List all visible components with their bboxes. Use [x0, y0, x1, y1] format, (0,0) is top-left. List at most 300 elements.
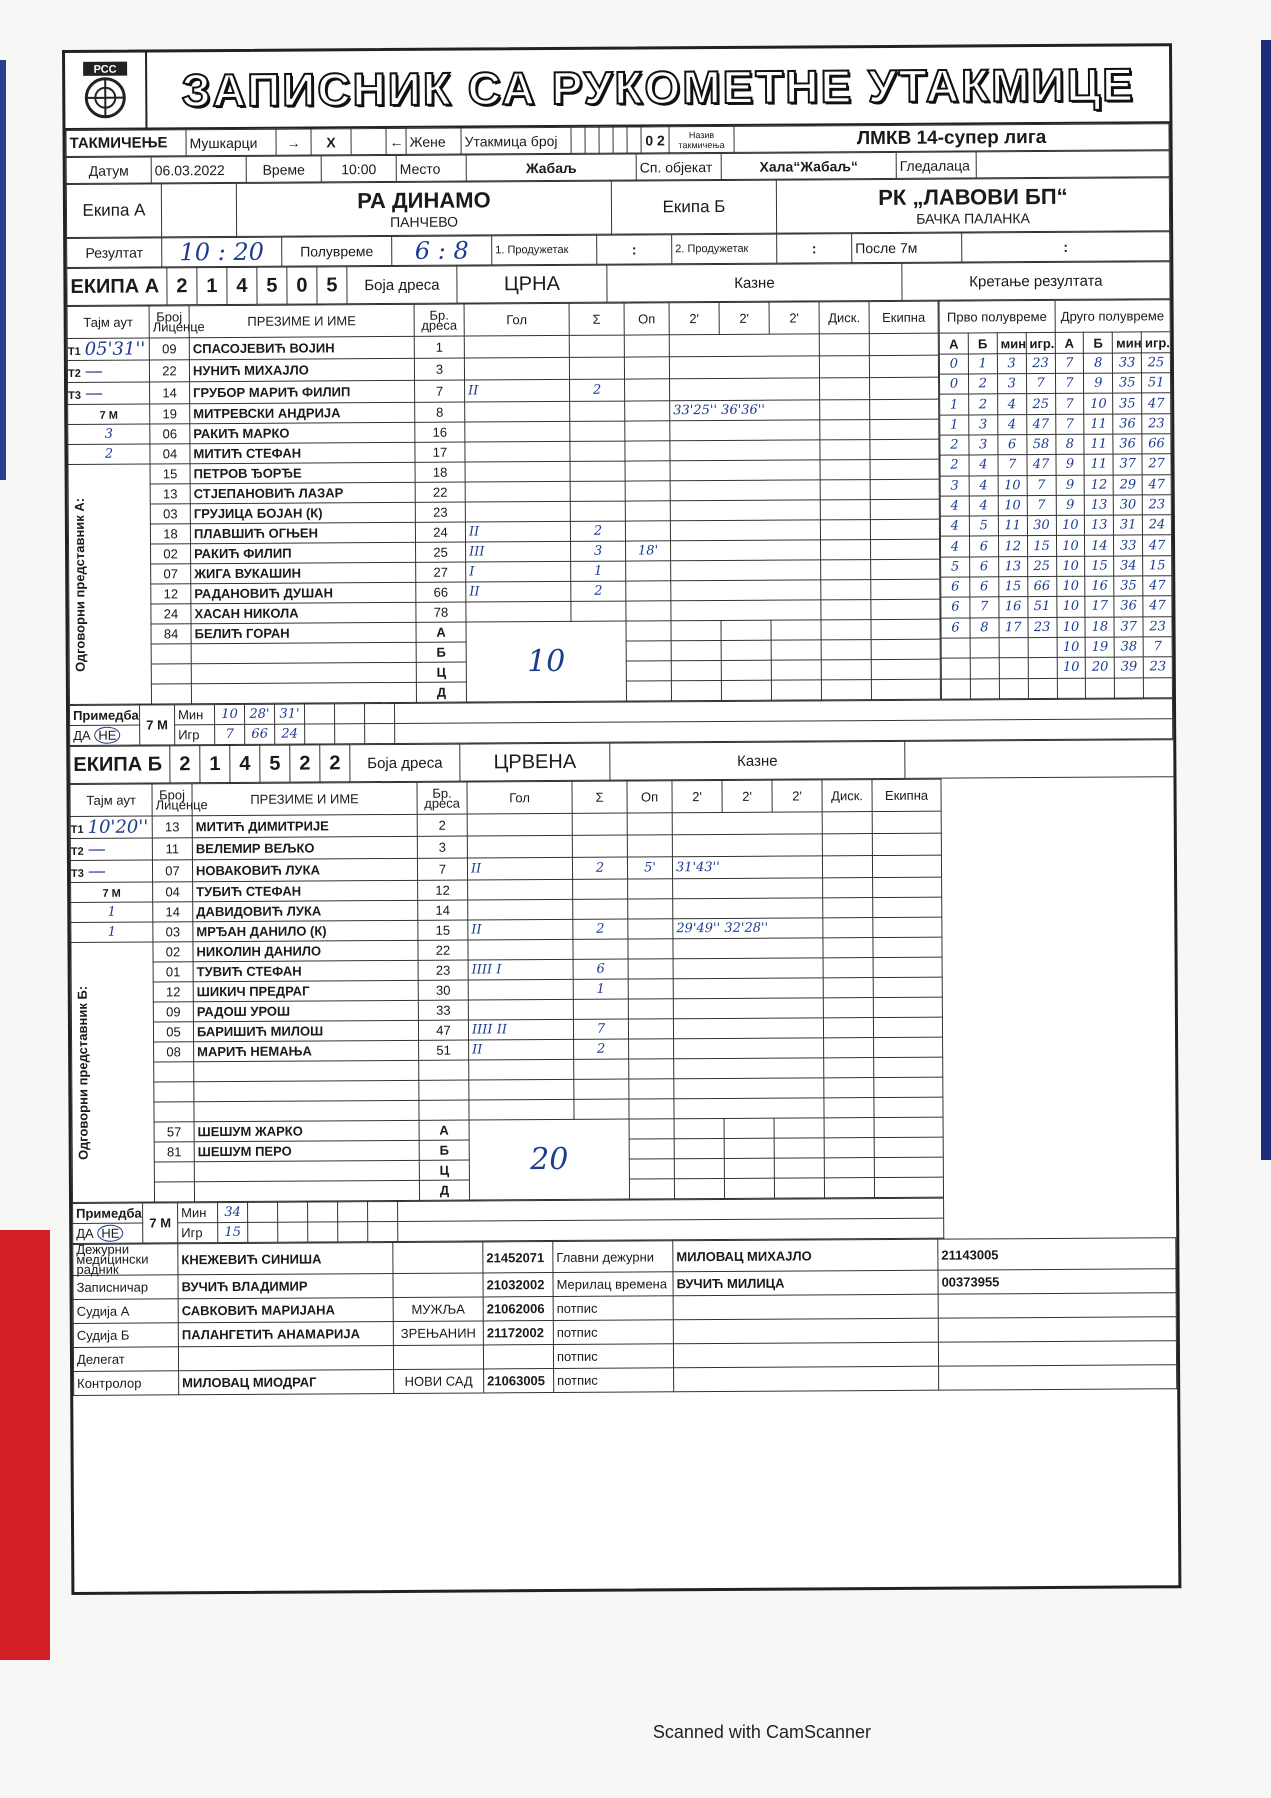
- flow-cell: 3: [997, 353, 1026, 373]
- seven-m-player: 15: [218, 1222, 248, 1242]
- official-penalty-cell: [721, 660, 771, 680]
- team-a-code-digit: 2: [167, 268, 197, 305]
- flow-col-header: игр.: [1026, 333, 1055, 353]
- flow-row: [940, 495, 1171, 517]
- player-goals-tally: II: [465, 379, 570, 402]
- staff-license: 21063005: [484, 1369, 554, 1393]
- col-timeout: Тајм аут: [67, 306, 149, 339]
- flow-cell: [1143, 677, 1172, 698]
- player-license: 09: [153, 1002, 193, 1022]
- player-license: 06: [150, 424, 190, 444]
- goal-total: 10: [527, 643, 566, 680]
- men-label: Мушкарци: [186, 129, 276, 156]
- player-disq: [823, 938, 873, 958]
- flow-cell: 47: [1026, 414, 1055, 434]
- timeout-value: —: [84, 382, 104, 404]
- women-label: Жене: [406, 128, 461, 154]
- official-penalty-cell: [824, 1118, 874, 1138]
- player-name: ШИКИЧ ПРЕДРАГ: [193, 980, 418, 1001]
- player-team-penalty: [871, 559, 940, 579]
- flow-cell: [999, 658, 1028, 678]
- official-role: А: [416, 622, 466, 642]
- player-2min-penalties: [670, 460, 820, 481]
- player-goals-tally: [469, 1099, 574, 1120]
- player-goals-tally: [465, 401, 570, 422]
- flow-cell: 7: [1055, 353, 1084, 373]
- official-penalty-cell: [874, 1177, 943, 1197]
- player-team-penalty: [871, 579, 940, 599]
- flow-cell: 1: [968, 354, 997, 374]
- player-2min-penalties: [669, 356, 819, 379]
- team-b-code-digit: 4: [230, 745, 260, 782]
- player-team-penalty: [874, 1057, 943, 1077]
- timeout-cell: [67, 360, 149, 383]
- flow-col-header: Б: [968, 333, 997, 353]
- flow-cell: 10: [1056, 556, 1085, 576]
- representative-label: Одговорни представник А:: [71, 497, 88, 672]
- player-name: МИТИЋ СТЕФАН: [190, 442, 415, 463]
- staff-name: ПАЛАНГЕТИЋ АНАМАРИЈА: [178, 1322, 393, 1347]
- player-name: РАКИЋ МАРКО: [190, 422, 415, 443]
- player-warning: [628, 939, 673, 959]
- flow-row: [941, 596, 1172, 618]
- official-penalty-cell: [774, 1158, 824, 1178]
- official-penalty-cell: [871, 619, 940, 639]
- goal-total-cell: [466, 621, 626, 702]
- col-sum: Σ: [572, 781, 627, 813]
- date-label: Датум: [66, 157, 151, 184]
- team-b-jersey: ЦРВЕНА: [460, 743, 610, 781]
- player-2min-penalties: [670, 480, 820, 501]
- player-goals-tally: IIII II: [468, 1019, 573, 1040]
- timeout-label: Т3: [70, 867, 84, 880]
- player-goals-tally: [465, 461, 570, 482]
- staff-name-2: ВУЧИЋ МИЛИЦА: [673, 1270, 938, 1296]
- player-warning: [628, 1019, 673, 1039]
- player-team-penalty: [872, 833, 941, 855]
- halftime-value: 6 : 8: [392, 236, 492, 266]
- officials-table: [72, 1237, 1177, 1396]
- player-goals-tally: [465, 481, 570, 502]
- seven-m-label: 7 М: [140, 705, 175, 745]
- team-a-code-digit: 5: [257, 267, 287, 304]
- player-goals-tally: [465, 421, 570, 442]
- timeout-cell: [70, 860, 152, 883]
- flow-cell: 12: [1084, 475, 1113, 495]
- flow-cell: 5: [941, 557, 970, 577]
- player-2min-penalties: 29'49'' 32'28'': [673, 918, 823, 939]
- official-license: [151, 684, 191, 704]
- note-yes: ДА: [76, 1225, 94, 1241]
- player-shirt-number: 23: [415, 502, 465, 522]
- timeout-value: —: [84, 360, 103, 382]
- player-warning: 5': [627, 857, 672, 879]
- player-name: ГРУБОР МАРИЋ ФИЛИП: [190, 380, 415, 403]
- flow-cell: 4: [969, 475, 998, 495]
- player-name: БАРИШИЋ МИЛОШ: [193, 1020, 418, 1041]
- player-license: 01: [153, 962, 193, 982]
- staff-role-2: потпис: [553, 1344, 673, 1369]
- official-role: Б: [419, 1140, 469, 1160]
- player-disq: [824, 1058, 874, 1078]
- player-license: 09: [149, 338, 189, 360]
- flow-cell: 58: [1026, 434, 1055, 454]
- staff-role-2: потпис: [554, 1368, 674, 1393]
- player-disq: [822, 812, 872, 834]
- player-warning: [625, 461, 670, 481]
- note-label: Примедба: [70, 705, 140, 725]
- player-disq: [823, 918, 873, 938]
- player-license: 14: [153, 902, 193, 922]
- flow-cell: 25: [1141, 353, 1170, 373]
- flow-row: [941, 657, 1172, 679]
- player-warning: [629, 1059, 674, 1079]
- player-disq: [820, 420, 870, 440]
- scan-edge-blue: [0, 60, 6, 480]
- player-license: 24: [151, 604, 191, 624]
- player-shirt-number: 7: [417, 858, 467, 880]
- player-license: 18: [150, 524, 190, 544]
- flow-header-row: [939, 332, 1170, 354]
- competition-label: ТАКМИЧЕЊЕ: [66, 130, 186, 157]
- player-team-penalty: [870, 439, 939, 459]
- match-number-label: Утакмица број: [461, 127, 571, 154]
- player-disq: [820, 520, 870, 540]
- player-license: 15: [150, 464, 190, 484]
- timeout-label: Т1: [67, 345, 81, 358]
- team-b-code-digit: 1: [200, 745, 230, 782]
- flow-cell: 6: [941, 597, 970, 617]
- staff-city: [393, 1273, 483, 1298]
- official-penalty-cell: [671, 620, 721, 640]
- player-disq: [821, 580, 871, 600]
- goal-total-cell: [469, 1119, 629, 1200]
- player-shirt-number: 17: [415, 442, 465, 462]
- flow-cell: 47: [1143, 535, 1172, 555]
- player-goals-tally: III: [466, 541, 571, 562]
- min-label: Мин: [178, 1203, 218, 1223]
- flow-cell: 36: [1113, 434, 1142, 454]
- player-goals-sum: [570, 401, 625, 421]
- player-name: СТЈЕПАНОВИЋ ЛАЗАР: [190, 482, 415, 503]
- player-shirt-number: 18: [415, 462, 465, 482]
- timeout-label: 7 М: [99, 409, 118, 422]
- team-b-name: РК „ЛАВОВИ БП“: [878, 183, 1068, 211]
- official-penalty-cell: [724, 1178, 774, 1198]
- flow-col-header: мин: [1112, 332, 1141, 352]
- official-penalty-cell: [724, 1118, 774, 1138]
- timeout-label: Т3: [68, 389, 81, 402]
- team-b-penalties-label: Казне: [610, 741, 905, 780]
- staff-license: 21062006: [483, 1297, 553, 1321]
- staff-license-2: [938, 1293, 1176, 1318]
- score-flow-table: [939, 299, 1173, 699]
- official-name: БЕЛИЋ ГОРАН: [191, 622, 416, 643]
- flow-cell: 35: [1113, 373, 1142, 393]
- seven-m-player: 66: [245, 724, 275, 744]
- player-warning: [626, 581, 671, 601]
- official-penalty-cell: [629, 1159, 674, 1179]
- staff-role-2: потпис: [553, 1296, 673, 1321]
- igr-label: Игр: [178, 1223, 218, 1243]
- player-warning: [625, 521, 670, 541]
- seven-m-player: 7: [215, 724, 245, 744]
- seven-m-minute: 10: [215, 704, 245, 724]
- player-goals-sum: [570, 461, 625, 481]
- arrow-left-icon: ←: [386, 128, 406, 154]
- flow-cell: 27: [1142, 454, 1171, 474]
- flow-row: [941, 677, 1172, 699]
- player-team-penalty: [873, 1017, 942, 1037]
- player-license: 13: [150, 484, 190, 504]
- flow-cell: 15: [1143, 555, 1172, 575]
- player-license: [154, 1102, 194, 1122]
- player-goals-sum: 2: [573, 919, 628, 939]
- timeout-label: 7 М: [102, 887, 121, 900]
- player-team-penalty: [870, 519, 939, 539]
- player-goals-tally: [469, 1059, 574, 1080]
- official-penalty-cell: [821, 640, 871, 660]
- col-team-penalty: Екипна: [869, 301, 938, 333]
- flow-cell: 15: [1085, 556, 1114, 576]
- player-name: РАДАНОВИЋ ДУШАН: [191, 582, 416, 603]
- scanner-watermark: Scanned with CamScanner: [652, 1722, 871, 1742]
- flow-cell: [941, 638, 970, 658]
- official-penalty-cell: [629, 1119, 674, 1139]
- player-team-penalty: [874, 1037, 943, 1057]
- staff-name: ВУЧИЋ ВЛАДИМИР: [178, 1274, 393, 1299]
- player-shirt-number: 51: [419, 1040, 469, 1060]
- player-2min-penalties: [674, 1078, 824, 1099]
- official-penalty-cell: [774, 1178, 824, 1198]
- flow-cell: 9: [1084, 373, 1113, 393]
- official-penalty-cell: [771, 620, 821, 640]
- player-shirt-number: 8: [415, 402, 465, 422]
- flow-cell: 7: [998, 455, 1027, 475]
- player-disq: [824, 1098, 874, 1118]
- player-license: 14: [150, 382, 190, 404]
- flow-cell: [1115, 677, 1144, 698]
- staff-name-2: [674, 1366, 939, 1392]
- player-team-penalty: [873, 897, 942, 917]
- player-2min-penalties: [671, 580, 821, 601]
- player-license: 12: [153, 982, 193, 1002]
- player-goals-sum: [573, 939, 628, 959]
- player-goals-tally: II: [468, 919, 573, 940]
- flow-col-header: Б: [1084, 333, 1113, 353]
- player-license: 03: [153, 922, 193, 942]
- team-a-penalties-label: Казне: [607, 263, 902, 302]
- player-warning: [628, 879, 673, 899]
- player-name: [194, 1100, 419, 1121]
- flow-cell: 10: [1057, 657, 1086, 677]
- col-license: Број Лиценце: [152, 784, 192, 816]
- flow-col-header: А: [939, 333, 968, 353]
- official-name: ШЕШУМ ЖАРКО: [194, 1120, 419, 1141]
- flow-cell: 4: [940, 536, 969, 556]
- player-team-penalty: [871, 599, 940, 619]
- flow-cell: 8: [1084, 353, 1113, 373]
- player-team-penalty: [870, 479, 939, 499]
- player-goals-tally: [467, 813, 572, 836]
- flow-cell: 39: [1114, 657, 1143, 677]
- player-2min-penalties: [672, 812, 822, 835]
- flow-cell: 37: [1113, 454, 1142, 474]
- player-disq: [820, 400, 870, 420]
- flow-row: [940, 474, 1171, 496]
- flow-cell: 8: [1055, 434, 1084, 454]
- team-b-header: [69, 739, 1173, 784]
- flow-cell: 4: [969, 496, 998, 516]
- teams-table: [66, 177, 1170, 238]
- player-license: 11: [152, 838, 192, 860]
- player-goals-sum: 1: [571, 561, 626, 581]
- player-team-penalty: [869, 355, 938, 377]
- player-name: НОВАКОВИЋ ЛУКА: [192, 858, 417, 881]
- flow-cell: 4: [997, 394, 1026, 414]
- player-shirt-number: 16: [415, 422, 465, 442]
- staff-license: 21452071: [483, 1242, 553, 1273]
- player-goals-sum: 6: [573, 959, 628, 979]
- player-shirt-number: 12: [418, 880, 468, 900]
- player-goals-sum: [571, 601, 626, 621]
- player-warning: 18': [626, 541, 671, 561]
- team-b-players-table: [69, 779, 944, 1203]
- col-shirt: Бр. дреса: [414, 304, 464, 336]
- flow-cell: 11: [1084, 454, 1113, 474]
- flow-cell: 23: [1143, 616, 1172, 636]
- team-a-players-table: [67, 301, 941, 705]
- after7m-label: После 7м: [852, 233, 962, 263]
- flow-cell: 37: [1114, 617, 1143, 637]
- official-penalty-cell: [824, 1158, 874, 1178]
- player-goals-sum: 2: [572, 857, 627, 879]
- timeout-cell: [67, 338, 149, 361]
- player-2min-penalties: [671, 600, 821, 621]
- player-name: ВЕЛЕМИР ВЕЉКО: [192, 836, 417, 859]
- col-shirt: Бр. дреса: [417, 782, 467, 814]
- player-disq: [821, 540, 871, 560]
- timeout-cell: [70, 838, 152, 861]
- player-2min-penalties: [673, 898, 823, 919]
- seven-m-player: 24: [275, 724, 305, 744]
- player-goals-sum: [574, 1059, 629, 1079]
- date-value: 06.03.2022: [151, 156, 246, 183]
- official-penalty-cell: [629, 1139, 674, 1159]
- timeout-label: Т2: [70, 845, 84, 858]
- player-shirt-number: 66: [416, 582, 466, 602]
- flow-cell: 10: [1056, 597, 1085, 617]
- venue-label: Сп. објекат: [636, 153, 721, 180]
- player-disq: [819, 356, 869, 378]
- spectators-label: Гледалаца: [896, 152, 976, 178]
- flow-cell: 3: [940, 476, 969, 496]
- team-b-label: Екипа Б: [611, 180, 776, 234]
- representative-cell: [68, 464, 151, 704]
- player-2min-penalties: [672, 834, 822, 857]
- jersey-label: Боја дреса: [347, 266, 457, 304]
- team-b-code-digit: 2: [290, 745, 320, 782]
- player-shirt-number: 22: [415, 482, 465, 502]
- staff-role: Делегат: [73, 1347, 178, 1372]
- player-license: 13: [152, 816, 192, 838]
- timeout-value: 10'20'': [87, 816, 149, 838]
- flow-row: [940, 393, 1171, 415]
- staff-role: Контролор: [74, 1371, 179, 1396]
- staff-role-2: Главни дежурни: [553, 1241, 673, 1273]
- staff-name-2: [673, 1318, 938, 1344]
- player-disq: [820, 440, 870, 460]
- team-a-city: ПАНЧЕВО: [390, 213, 459, 230]
- official-penalty-cell: [821, 660, 871, 680]
- official-penalty-cell: [671, 640, 721, 660]
- flow-cell: 18: [1085, 617, 1114, 637]
- halftime-label: Полувреме: [282, 236, 392, 266]
- flow-cell: 13: [1085, 495, 1114, 515]
- venue-value: Хала“Жабаљ“: [721, 152, 896, 179]
- flow-cell: 10: [1056, 536, 1085, 556]
- player-goals-tally: I: [466, 561, 571, 582]
- player-goals-sum: [570, 501, 625, 521]
- official-penalty-cell: [721, 680, 771, 700]
- col-disq: Диск.: [819, 302, 869, 334]
- official-name: [194, 1180, 419, 1201]
- player-warning: [628, 959, 673, 979]
- staff-license-2: [939, 1365, 1177, 1390]
- men-mark: X: [311, 129, 351, 155]
- flow-cell: 47: [1027, 455, 1056, 475]
- flow-cell: 10: [1056, 617, 1085, 637]
- staff-name: КНЕЖЕВИЋ СИНИША: [178, 1243, 393, 1275]
- official-penalty-cell: [724, 1138, 774, 1158]
- col-2min: 2': [719, 302, 769, 334]
- second-half-label: Друго полувреме: [1055, 300, 1171, 333]
- player-2min-penalties: [674, 1038, 824, 1059]
- flow-cell: 10: [1084, 393, 1113, 413]
- player-disq: [824, 1078, 874, 1098]
- player-name: ТУБИЋ СТЕФАН: [193, 880, 418, 901]
- player-disq: [820, 500, 870, 520]
- player-warning: [625, 379, 670, 401]
- col-disq: Диск.: [822, 780, 872, 812]
- player-disq: [820, 460, 870, 480]
- player-warning: [628, 999, 673, 1019]
- official-license: 81: [154, 1142, 194, 1162]
- team-b-section-label: ЕКИПА Б: [70, 746, 170, 784]
- staff-city: НОВИ САД: [394, 1369, 484, 1394]
- player-goals-tally: [468, 939, 573, 960]
- staff-name: [178, 1345, 393, 1370]
- timeout-value: —: [87, 838, 106, 860]
- player-disq: [819, 334, 869, 356]
- player-warning: [629, 1079, 674, 1099]
- player-name: РАКИЋ ФИЛИП: [191, 542, 416, 563]
- official-name: [191, 662, 416, 683]
- seven-m-minute: 31': [275, 704, 305, 724]
- flow-cell: [970, 638, 999, 658]
- player-goals-sum: 2: [570, 379, 625, 401]
- player-shirt-number: 22: [418, 940, 468, 960]
- after7m-colon: :: [962, 232, 1170, 262]
- player-2min-penalties: [671, 560, 821, 581]
- player-goals-sum: [570, 441, 625, 461]
- official-license: [151, 664, 191, 684]
- timeout-cell: [71, 882, 153, 903]
- player-goals-sum: [573, 879, 628, 899]
- player-warning: [625, 501, 670, 521]
- player-license: [154, 1062, 194, 1082]
- player-team-penalty: [873, 937, 942, 957]
